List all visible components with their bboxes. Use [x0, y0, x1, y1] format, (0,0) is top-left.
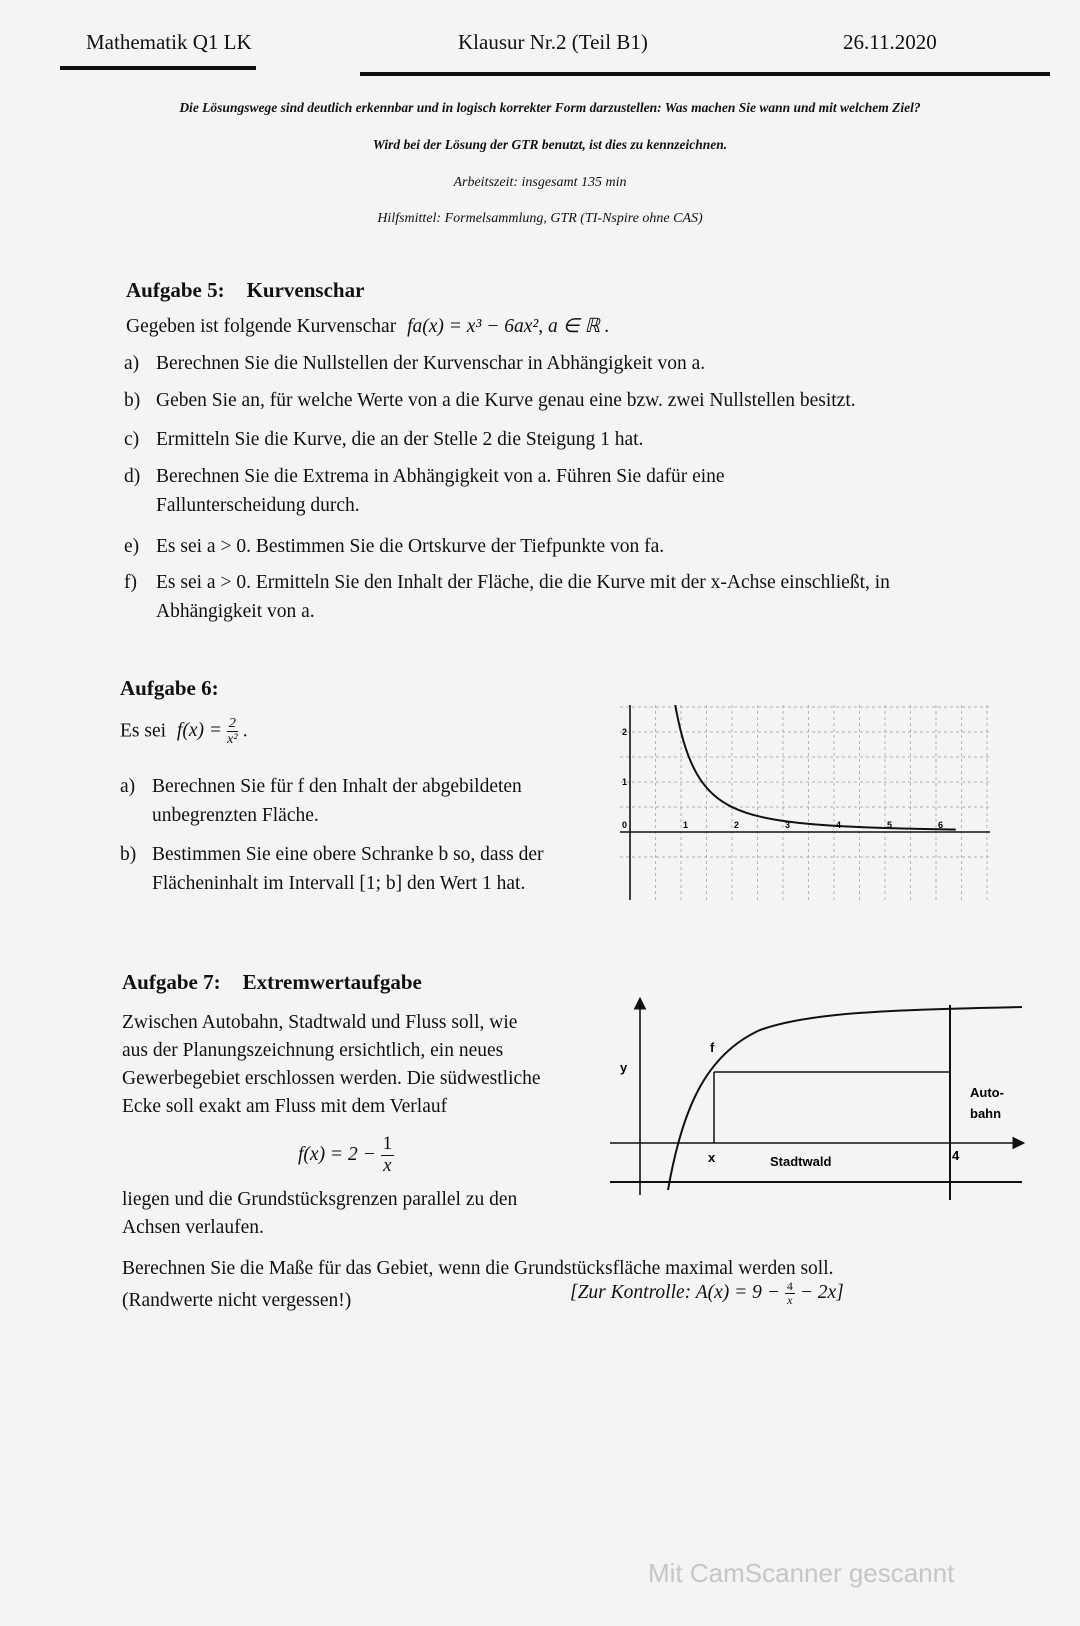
- task7-heading: [122, 970, 422, 995]
- task6-label: Aufgabe 6:: [120, 676, 219, 700]
- control-suffix: − 2x]: [799, 1282, 844, 1303]
- instructions-tools: Hilfsmittel: Formelsammlung, GTR (TI-Nspire ohne CAS): [377, 211, 703, 226]
- task7-title: Extremwertaufgabe: [242, 970, 422, 994]
- item-text: Ermitteln Sie die Kurve, die an der Stelle 2 die Steigung 1 hat.: [156, 429, 644, 450]
- item-label: d): [124, 466, 141, 487]
- function-curve: [675, 705, 956, 830]
- x-tick-label: 4: [836, 820, 842, 830]
- item-label: b): [124, 390, 141, 411]
- header-subject: Mathematik Q1 LK: [86, 30, 252, 54]
- task6-intro-line: [120, 716, 248, 748]
- item-label: e): [124, 536, 140, 557]
- task6-formula-end: .: [242, 720, 248, 742]
- task7-text: [122, 1009, 602, 1121]
- item-text: Geben Sie an, für welche Werte von a die Kurve genau eine bzw. zwei Nullstellen besitzt.: [156, 390, 856, 411]
- fraction-numerator: 1: [382, 1133, 393, 1154]
- item-label: b): [120, 844, 137, 865]
- task7-text-line: liegen und die Grundstücksgrenzen parallel zu den: [122, 1189, 518, 1210]
- task7-text-line: Achsen verlaufen.: [122, 1217, 264, 1238]
- graph-tick-labels: [622, 727, 943, 830]
- x-tick-label: 1: [683, 820, 689, 830]
- task7-formula: [298, 1134, 394, 1177]
- item-label: a): [120, 776, 136, 797]
- label-x: x: [708, 1150, 716, 1165]
- task5-item-e: [124, 532, 1024, 561]
- x-tick-label: 3: [785, 820, 791, 830]
- task6-graph: [620, 705, 990, 900]
- instructions-line1: Die Lösungswege sind deutlich erkennbar und in logisch korrekter Form darzustellen: Was machen Sie wann und mit welchem Ziel?: [179, 100, 921, 115]
- task7-text-after: [122, 1186, 602, 1242]
- task7-text-line: aus der Planungszeichnung ersichtlich, ein neues: [122, 1040, 504, 1061]
- task6-intro: Es sei: [120, 720, 167, 742]
- task6-formula-lhs: f(x) =: [176, 720, 223, 742]
- task7-question: Berechnen Sie die Maße für das Gebiet, wenn die Grundstücksfläche maximal werden soll.: [122, 1258, 834, 1279]
- task7-text-line: Gewerbegebiet erschlossen werden. Die südwestliche: [122, 1068, 541, 1089]
- task5-item-a: [124, 349, 1024, 378]
- header-rule-left: [60, 66, 256, 70]
- item-text: Berechnen Sie die Extrema in Abhängigkeit von a. Führen Sie dafür eine Fallunterscheidung durch.: [156, 466, 725, 516]
- watermark: Mit CamScanner gescannt: [648, 1558, 955, 1588]
- task5-label: Aufgabe 5:: [126, 278, 225, 302]
- item-text: Berechnen Sie für f den Inhalt der abgebildeten unbegrenzten Fläche.: [152, 776, 522, 826]
- task5-item-b: [124, 386, 1044, 415]
- label-autobahn-2: bahn: [970, 1106, 1002, 1121]
- task7-planning-diagram: [610, 990, 1030, 1205]
- task7-label: Aufgabe 7:: [122, 970, 221, 994]
- task5-item-d: [124, 462, 816, 520]
- river-curve: [668, 1007, 1022, 1190]
- task5-heading: [126, 278, 364, 303]
- label-y: y: [620, 1060, 628, 1075]
- x-tick-label: 5: [887, 820, 893, 830]
- task5-intro-line: [126, 312, 610, 341]
- task5-title: Kurvenschar: [246, 278, 365, 302]
- label-stadtwald: Stadtwald: [770, 1154, 832, 1169]
- task7-note: (Randwerte nicht vergessen!): [122, 1290, 352, 1311]
- label-4: 4: [952, 1148, 960, 1163]
- graph-axes: [620, 705, 990, 900]
- label-autobahn-1: Auto-: [970, 1085, 1004, 1100]
- fraction-denominator: x: [383, 1154, 392, 1176]
- task7-text-line: Ecke soll exakt am Fluss mit dem Verlauf: [122, 1096, 448, 1117]
- x-tick-label: 0: [622, 820, 628, 830]
- item-text: Es sei a > 0. Ermitteln Sie den Inhalt der Fläche, die die Kurve mit der x-Achse einschließt, in Abhängigkeit von a.: [156, 572, 890, 622]
- task6-fraction: [227, 716, 238, 748]
- item-label: a): [124, 353, 140, 374]
- graph-grid: [620, 705, 990, 900]
- task5-intro: Gegeben ist folgende Kurvenschar: [126, 316, 397, 337]
- instructions-line2: Wird bei der Lösung der GTR benutzt, ist dies zu kennzeichnen.: [372, 137, 728, 152]
- x-tick-label: 6: [938, 820, 944, 830]
- header-title: Klausur Nr.2 (Teil B1): [458, 30, 648, 54]
- header-date: 26.11.2020: [843, 30, 937, 54]
- fraction-numerator: 4: [786, 1278, 793, 1293]
- header-rule-right: [360, 72, 1050, 76]
- fraction-numerator: 2: [228, 716, 236, 731]
- item-label: c): [124, 429, 140, 450]
- task6-item-a: [120, 772, 582, 830]
- instructions-worktime: Arbeitszeit: insgesamt 135 min: [453, 175, 627, 190]
- control-prefix: [Zur Kontrolle: A(x) = 9 −: [570, 1282, 780, 1303]
- task7-formula-lhs: f(x) = 2 −: [298, 1143, 376, 1165]
- task5-item-c: [124, 425, 1024, 454]
- task7-control: [570, 1278, 844, 1307]
- y-tick-label: 1: [622, 777, 628, 787]
- item-label: f): [124, 572, 137, 593]
- item-text: Es sei a > 0. Bestimmen Sie die Ortskurve der Tiefpunkte von fa.: [156, 536, 665, 557]
- task7-fraction: [381, 1134, 395, 1177]
- task5-item-f: [124, 568, 896, 626]
- task7-text-line: Zwischen Autobahn, Stadtwald und Fluss soll, wie: [122, 1012, 518, 1033]
- item-text: Berechnen Sie die Nullstellen der Kurvenschar in Abhängigkeit von a.: [156, 353, 706, 374]
- item-text: Bestimmen Sie eine obere Schranke b so, dass der Flächeninhalt im Intervall [1; b] den Wert 1 hat.: [152, 844, 544, 894]
- task6-heading: [120, 676, 219, 701]
- fraction-denominator: x: [787, 1293, 793, 1308]
- fraction-denominator: x²: [227, 732, 238, 748]
- task5-formula: fa(x) = x³ − 6ax², a ∈ ℝ .: [407, 316, 610, 337]
- y-tick-label: 2: [622, 727, 628, 737]
- label-f: f: [710, 1040, 715, 1055]
- x-tick-label: 2: [734, 820, 740, 830]
- control-fraction: [785, 1280, 795, 1307]
- task6-item-b: [120, 840, 592, 898]
